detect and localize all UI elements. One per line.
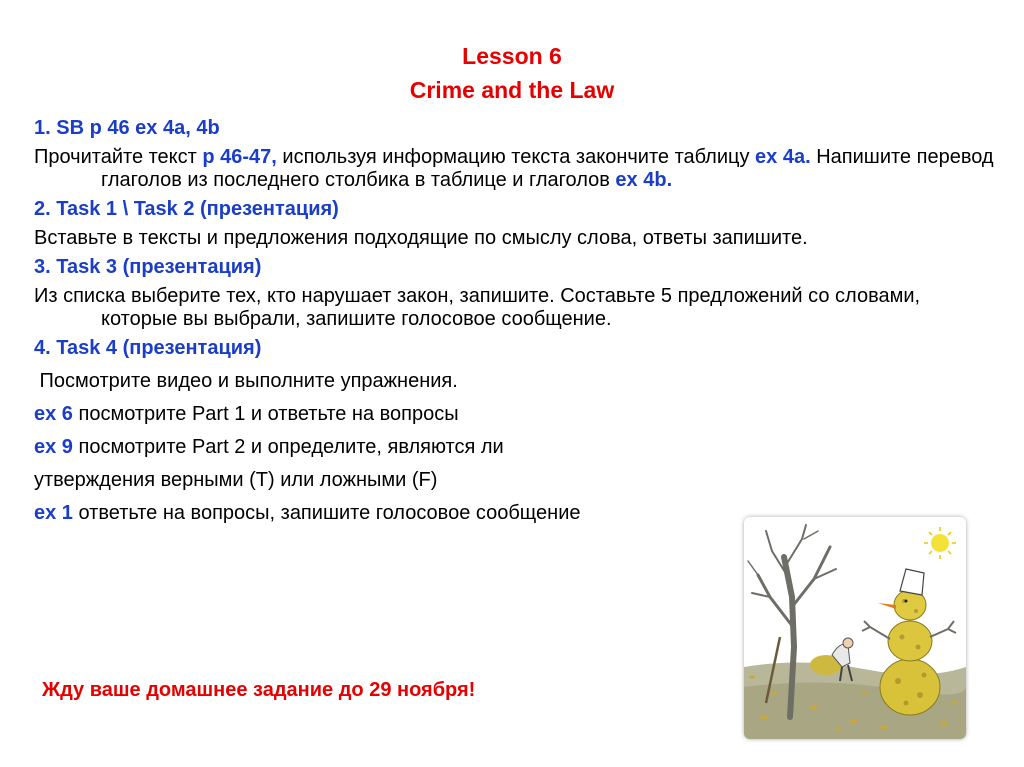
ex1-ref: ex 1 <box>34 502 73 524</box>
cartoon-illustration <box>744 517 966 739</box>
ex4b-ref: ex 4b. <box>615 169 673 191</box>
pages-ref: p 46-47, <box>202 146 277 168</box>
ex9-text: посмотрите Part 2 и определите, являются ли <box>72 436 504 458</box>
item-1-text-a: Прочитайте текст <box>34 146 203 168</box>
item-1-text-b: используя информацию текста закончите таблицу <box>276 146 756 168</box>
item-4-heading: 4. Task 4 (презентация) <box>34 337 262 359</box>
item-2-heading: 2. Task 1 \ Task 2 (презентация) <box>34 198 339 220</box>
ex9-line <box>34 436 999 459</box>
lesson-number: Lesson 6 <box>462 43 562 69</box>
item-3-text: Из списка выберите тех, кто нарушает закон, запишите. Составьте 5 предложений со словами, которые вы выбрали, запишите голосовое сообщение. <box>34 285 921 330</box>
item-1-heading: 1. SB p 46 ex 4a, 4b <box>34 117 220 139</box>
item-4-intro: Посмотрите видео и выполните упражнения. <box>34 370 458 392</box>
ex4a-ref: ex 4a. <box>755 146 811 168</box>
ex6-text: посмотрите Part 1 и ответьте на вопросы <box>72 403 459 425</box>
item-1-text <box>34 146 999 192</box>
ex6-line <box>34 403 999 426</box>
deadline-note: Жду ваше домашнее задание до 29 ноября! <box>42 679 476 701</box>
ex6-ref: ex 6 <box>34 403 73 425</box>
item-2-text: Вставьте в тексты и предложения подходящие по смыслу слова, ответы запишите. <box>34 227 808 249</box>
item-1-text-c: Напишите перевод глаголов из последнего столбика в таблице и глаголов <box>101 146 994 191</box>
leaf-snowman-cartoon <box>744 517 966 739</box>
assignment-list <box>34 117 999 525</box>
ex9-continuation: утверждения верными (T) или ложными (F) <box>34 469 438 491</box>
ex1-text: ответьте на вопросы, запишите голосовое сообщение <box>72 502 581 524</box>
ex9-ref: ex 9 <box>34 436 73 458</box>
item-3-heading: 3. Task 3 (презентация) <box>34 256 262 278</box>
lesson-title: Crime and the Law <box>409 77 615 103</box>
